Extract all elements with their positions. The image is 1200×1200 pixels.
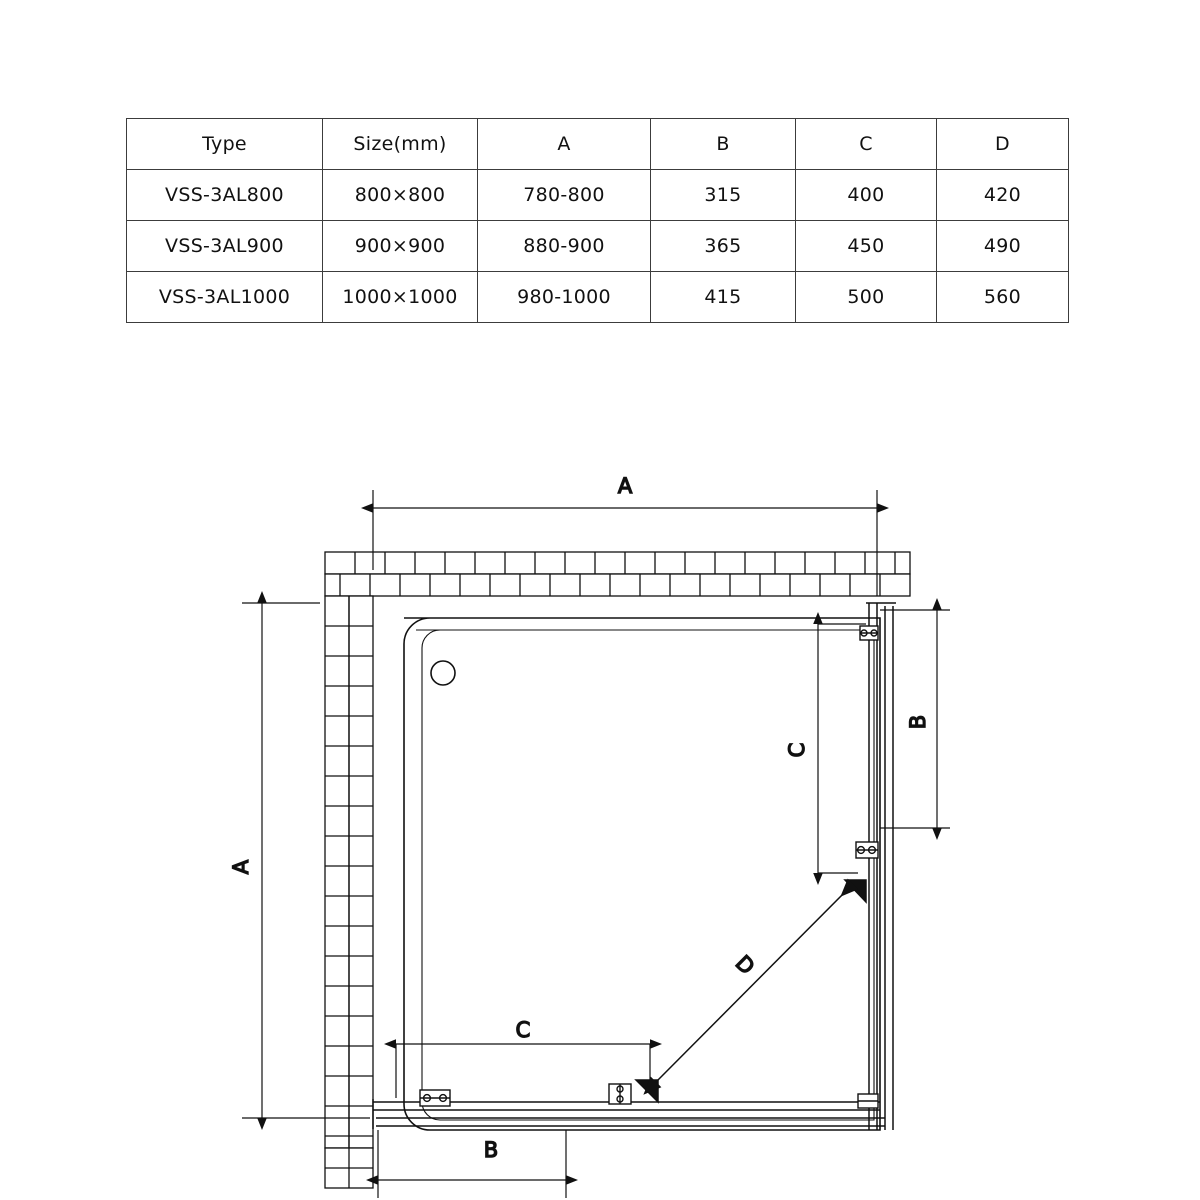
cell-c: 500: [796, 272, 937, 323]
cell-size: 900×900: [323, 221, 478, 272]
roller-mid-bottom: [609, 1084, 631, 1104]
dimension-b-bottom: [378, 1130, 566, 1198]
cell-c: 450: [796, 221, 937, 272]
cell-type: VSS-3AL800: [127, 170, 323, 221]
dimension-label-a-top: A: [617, 474, 633, 498]
dimension-label-c-horizontal: C: [515, 1018, 531, 1042]
cell-c: 400: [796, 170, 937, 221]
dimension-label-a-left: A: [229, 859, 253, 875]
dimension-label-b-right: B: [906, 714, 930, 730]
cell-a: 880-900: [478, 221, 651, 272]
column-header-b: B: [651, 119, 796, 170]
technical-drawing: [0, 430, 1200, 1200]
cell-b: 365: [651, 221, 796, 272]
table-header-row: [127, 119, 1069, 170]
cell-d: 420: [937, 170, 1069, 221]
dimension-label-d-diagonal: D: [730, 950, 760, 980]
cell-size: 1000×1000: [323, 272, 478, 323]
corner-connector: [858, 1094, 878, 1108]
column-header-a: A: [478, 119, 651, 170]
wall-top: [325, 552, 910, 596]
cell-d: 490: [937, 221, 1069, 272]
dimension-label-c-vertical: C: [785, 742, 809, 758]
cell-b: 415: [651, 272, 796, 323]
cell-a: 780-800: [478, 170, 651, 221]
specification-table: [126, 118, 1069, 323]
table-row: [127, 272, 1069, 323]
table-row: [127, 170, 1069, 221]
cell-type: VSS-3AL1000: [127, 272, 323, 323]
column-header-type: Type: [127, 119, 323, 170]
table-row: [127, 221, 1069, 272]
shower-tray: [404, 618, 880, 1130]
cell-size: 800×800: [323, 170, 478, 221]
cell-type: VSS-3AL900: [127, 221, 323, 272]
cell-b: 315: [651, 170, 796, 221]
dimension-label-b-bottom: B: [483, 1138, 499, 1162]
column-header-d: D: [937, 119, 1069, 170]
roller-top-right: [860, 626, 878, 640]
column-header-size: Size(mm): [323, 119, 478, 170]
wall-left: [325, 596, 373, 1148]
wall-left-bottom-stub: [325, 1148, 373, 1188]
roller-left-bottom: [420, 1090, 450, 1106]
roller-mid-right: [856, 842, 878, 858]
cell-d: 560: [937, 272, 1069, 323]
specification-table-container: [126, 118, 1068, 323]
drain-icon: [431, 661, 455, 685]
column-header-c: C: [796, 119, 937, 170]
cell-a: 980-1000: [478, 272, 651, 323]
